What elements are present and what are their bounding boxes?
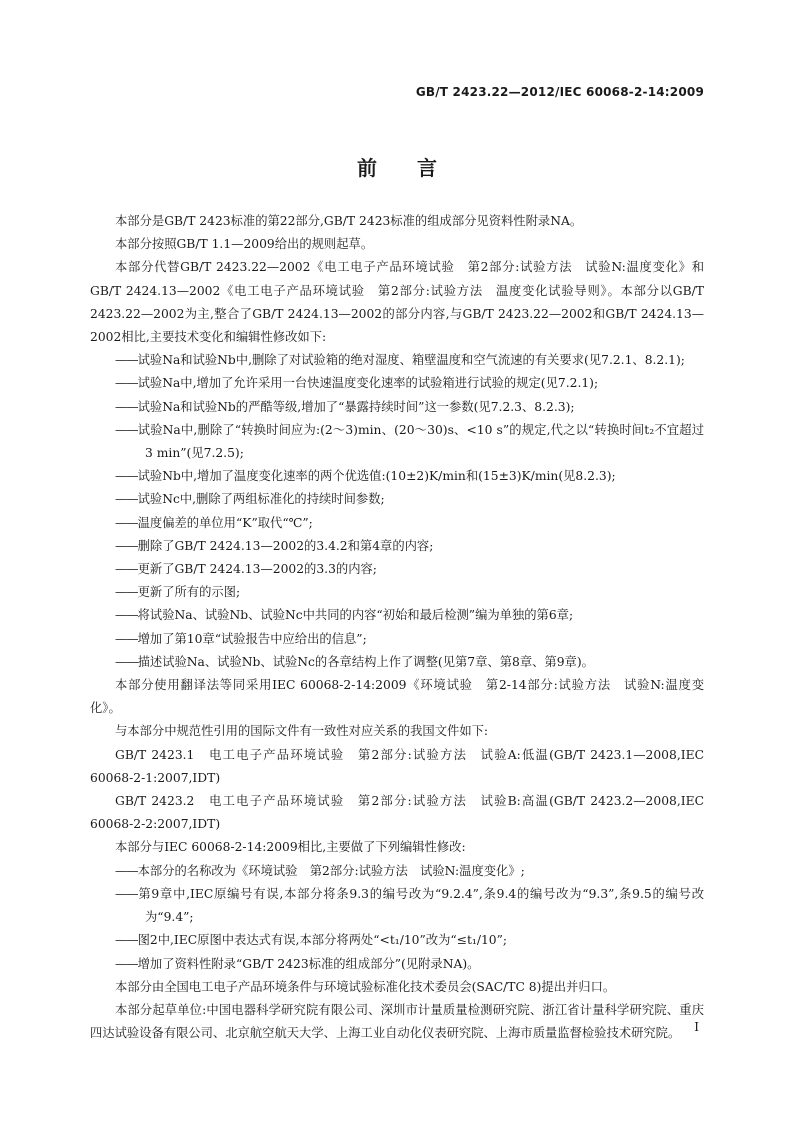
paragraph: 本部分起草单位:中国电器科学研究院有限公司、深圳市计量质量检测研究院、浙江省计量科学研究院、重庆四达试验设备有限公司、北京航空航天大学、上海工业自动化仪表研究院、上海市质量监督检验技术研究院。	[90, 1002, 704, 1041]
dash-marker: ——	[115, 631, 138, 646]
list-item-text: 删除了GB/T 2424.13—2002的3.4.2和第4章的内容;	[137, 538, 434, 553]
list-item	[90, 535, 704, 558]
list-item	[90, 372, 704, 395]
list-item	[90, 628, 704, 651]
dash-marker: ——	[115, 933, 138, 948]
list-item-text: 第9章中,IEC原编号有误,本部分将条9.3的编号改为“9.2.4”,条9.4的编号改为“9.3”,条9.5的编号改为“9.4”;	[137, 886, 704, 925]
list-item-text: 更新了GB/T 2424.13—2002的3.3的内容;	[137, 562, 377, 577]
list-item-text: 试验Nb中,增加了温度变化速率的两个优选值:(10±2)K/min和(15±3)K/min(见8.2.3);	[137, 469, 616, 484]
dash-marker: ——	[115, 863, 138, 878]
list-item-text: 增加了第10章“试验报告中应给出的信息”;	[137, 631, 367, 646]
list-item-text: 试验Nc中,删除了两组标准化的持续时间参数;	[137, 492, 385, 507]
dash-marker: ——	[115, 585, 138, 600]
list-item	[90, 488, 704, 511]
list-item	[90, 419, 704, 465]
list-item-text: 本部分的名称改为《环境试验 第2部分:试验方法 试验N:温度变化》;	[137, 863, 525, 878]
dash-marker: ——	[115, 422, 138, 437]
paragraph: 本部分代替GB/T 2423.22—2002《电工电子产品环境试验 第2部分:试验方法 试验N:温度变化》和GB/T 2424.13—2002《电工电子产品环境试验 第2部分:试验方法 温度变化试验导则》。本部分以GB/T 2423.22—2002为主,整合了GB/T 2424.13—2002的部分内容,与GB/T 2423.22—2002和GB/T 2424.13—2002相比,主要技术变化和编辑性修改如下:	[90, 260, 704, 345]
paragraph: 本部分按照GB/T 1.1—2009给出的规则起草。	[115, 237, 374, 252]
dash-marker: ——	[115, 399, 138, 414]
dash-marker: ——	[115, 886, 138, 901]
page-number: I	[694, 1020, 699, 1034]
list-item	[90, 512, 704, 535]
paragraph: GB/T 2423.1 电工电子产品环境试验 第2部分:试验方法 试验A:低温(GB/T 2423.1—2008,IEC 60068-2-1:2007,IDT)	[90, 747, 704, 785]
list-item	[90, 604, 704, 627]
list-item	[90, 651, 704, 674]
list-item-text: 描述试验Na、试验Nb、试验Nc的各章结构上作了调整(见第7章、第8章、第9章)。	[137, 654, 594, 669]
dash-marker: ——	[115, 376, 138, 391]
foreword-body	[90, 210, 704, 1045]
paragraph: 本部分与IEC 60068-2-14:2009相比,主要做了下列编辑性修改:	[115, 840, 466, 855]
paragraph: 本部分是GB/T 2423标准的第22部分,GB/T 2423标准的组成部分见资料性附录NA。	[115, 214, 583, 228]
list-item-text: 更新了所有的示图;	[137, 585, 241, 600]
list-item-text: 温度偏差的单位用“K”取代“℃”;	[137, 515, 313, 530]
dash-marker: ——	[115, 353, 138, 368]
dash-marker: ——	[115, 469, 138, 484]
list-item-text: 试验Na中,增加了允许采用一台快速温度变化速率的试验箱进行试验的规定(见7.2.1);	[137, 376, 599, 391]
list-item	[90, 860, 704, 883]
paragraph: 本部分由全国电工电子产品环境条件与环境试验标准化技术委员会(SAC/TC 8)提出并归口。	[115, 979, 616, 994]
list-item	[90, 581, 704, 604]
dash-marker: ——	[115, 654, 138, 669]
list-item	[90, 349, 704, 372]
list-item-text: 试验Na和试验Nb中,删除了对试验箱的绝对湿度、箱壁温度和空气流速的有关要求(见7.2.1、8.2.1);	[137, 353, 685, 368]
list-item	[90, 558, 704, 581]
page-title: 前言	[357, 156, 477, 180]
list-item	[90, 465, 704, 488]
dash-marker: ——	[115, 515, 138, 530]
list-item	[90, 929, 704, 952]
list-item-text: 试验Na中,删除了“转换时间应为:(2～3)min、(20～30)s、<10 s”的规定,代之以“转换时间t₂不宜超过3 min”(见7.2.5);	[137, 422, 704, 461]
dash-marker: ——	[115, 492, 138, 507]
dash-marker: ——	[115, 562, 138, 577]
paragraph: 与本部分中规范性引用的国际文件有一致性对应关系的我国文件如下:	[115, 724, 489, 739]
list-item-text: 图2中,IEC原图中表达式有误,本部分将两处“<t₁/10”改为“≤t₁/10”;	[137, 933, 508, 948]
list-item-text: 将试验Na、试验Nb、试验Nc中共同的内容“初始和最后检测”编为单独的第6章;	[137, 608, 574, 623]
list-item	[90, 953, 704, 976]
list-item	[90, 396, 704, 419]
list-item	[90, 883, 704, 929]
paragraph: 本部分使用翻译法等同采用IEC 60068-2-14:2009《环境试验 第2-14部分:试验方法 试验N:温度变化》。	[90, 678, 704, 716]
paragraph: GB/T 2423.2 电工电子产品环境试验 第2部分:试验方法 试验B:高温(GB/T 2423.2—2008,IEC 60068-2-2:2007,IDT)	[90, 794, 704, 832]
list-item-text: 试验Na和试验Nb的严酷等级,增加了“暴露持续时间”这一参数(见7.2.3、8.2.3);	[137, 399, 575, 414]
dash-marker: ——	[115, 538, 138, 553]
list-item-text: 增加了资料性附录“GB/T 2423标准的组成部分”(见附录NA)。	[137, 956, 480, 971]
document-number-header: GB/T 2423.22—2012/IEC 60068-2-14:2009	[415, 85, 704, 99]
dash-marker: ——	[115, 956, 138, 971]
dash-marker: ——	[115, 608, 138, 623]
